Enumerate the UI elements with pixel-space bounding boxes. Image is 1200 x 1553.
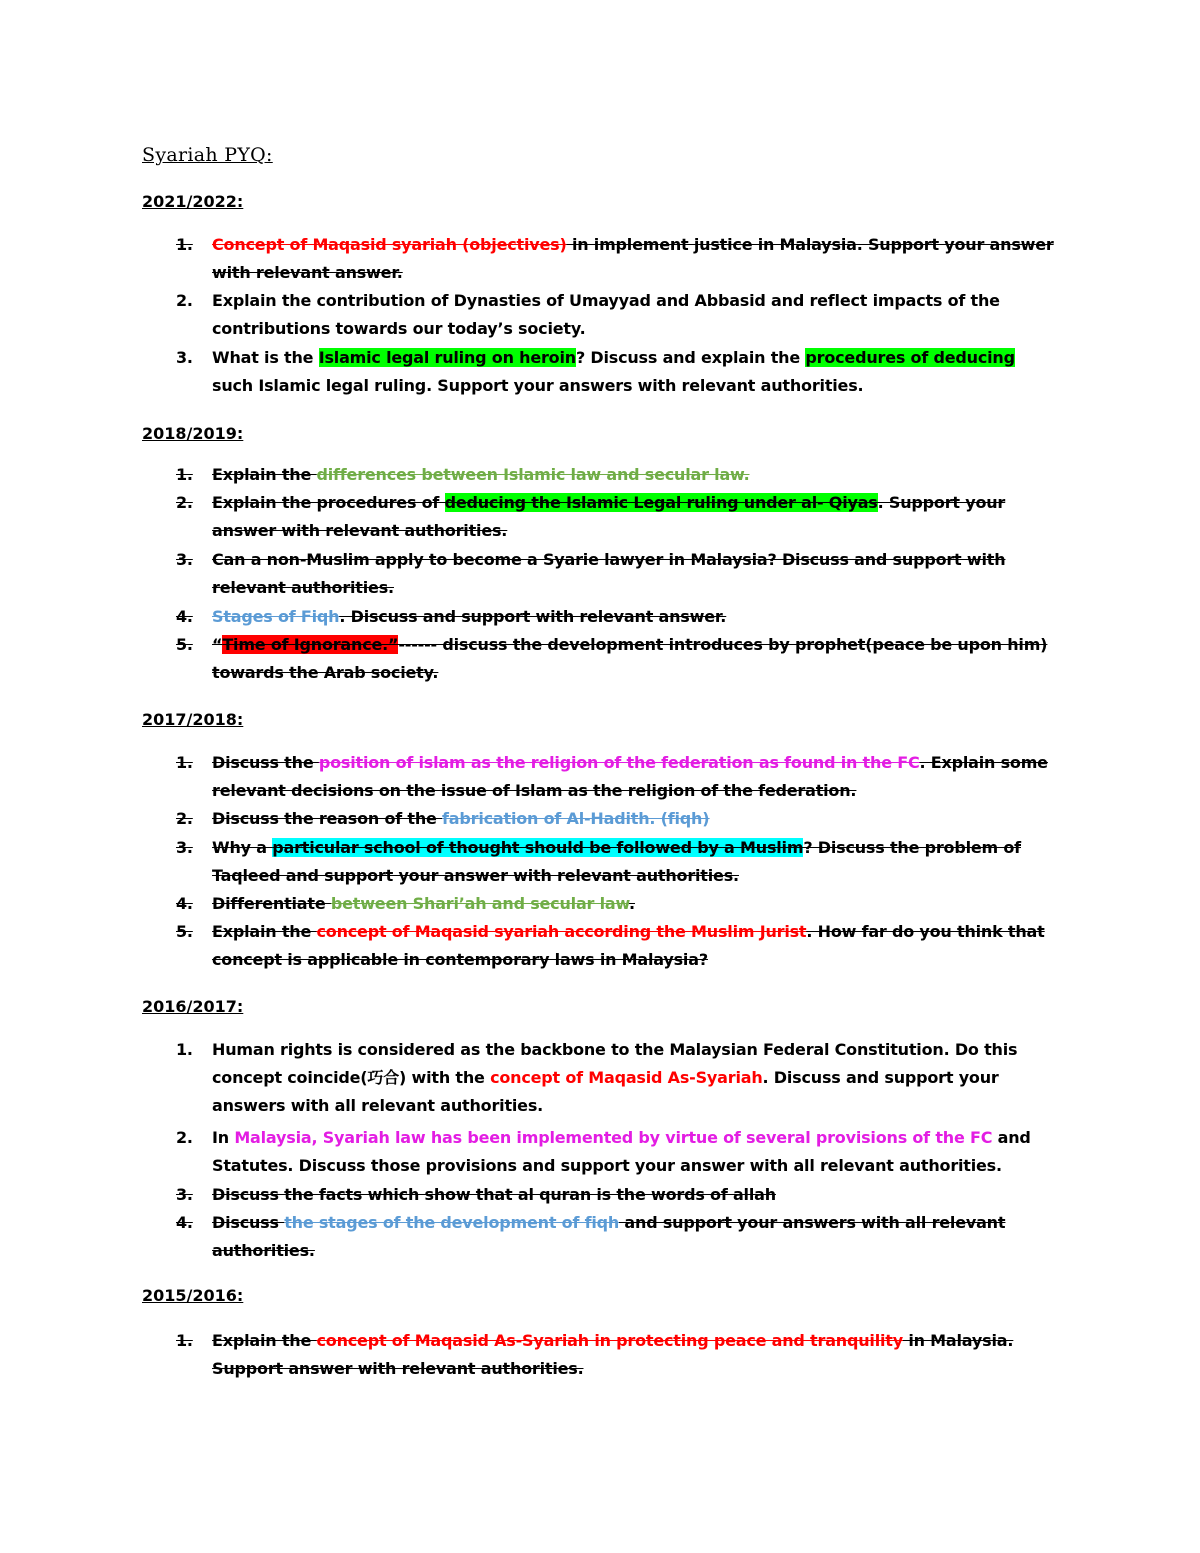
highlighted-topic: concept of Maqasid As-Syariah in protecting peace and tranquility bbox=[316, 1331, 903, 1350]
question-item bbox=[176, 1124, 1056, 1180]
document-title: Syariah PYQ: bbox=[142, 144, 273, 166]
question-item bbox=[176, 1327, 1056, 1383]
question-text-part: . Explain some relevant decisions on the issue of Islam as the religion of the federation. bbox=[212, 753, 1048, 800]
highlighted-topic: Islamic legal ruling on heroin bbox=[318, 348, 576, 367]
question-text bbox=[212, 1327, 1056, 1383]
question-text-part: In bbox=[212, 1128, 235, 1147]
highlighted-topic: differences between Islamic law and secular law. bbox=[316, 465, 750, 484]
question-text-part: ? Discuss and explain the bbox=[575, 348, 806, 367]
question-text-part: . Discuss and support your answers with all relevant authorities. bbox=[212, 1068, 999, 1115]
highlighted-topic: Malaysia, Syariah law has been implemented by virtue of several provisions of the FC bbox=[234, 1128, 993, 1147]
question-number: 1. bbox=[176, 235, 193, 254]
question-text-part: Human rights is considered as the backbone to the Malaysian Federal Constitution. Do this concept coincide( bbox=[212, 1040, 1018, 1087]
question-text-part: 巧合 bbox=[367, 1068, 400, 1087]
highlighted-topic: Stages of Fiqh bbox=[212, 607, 340, 626]
question-text bbox=[212, 461, 1056, 489]
question-text bbox=[212, 344, 1056, 400]
question-item bbox=[176, 603, 1056, 631]
highlighted-topic: particular school of thought should be followed by a Muslim bbox=[272, 838, 804, 857]
question-number: 4. bbox=[176, 894, 193, 913]
question-text bbox=[212, 603, 1056, 631]
question-text bbox=[212, 890, 1056, 918]
question-number: 3. bbox=[176, 838, 193, 857]
question-text-part: Discuss the facts which show that al quran is the words of allah bbox=[212, 1185, 776, 1204]
year-heading: 2018/2019: bbox=[142, 424, 244, 443]
question-item bbox=[176, 1209, 1056, 1265]
question-text bbox=[212, 231, 1056, 287]
highlighted-topic: position of islam as the religion of the federation as found in the FC bbox=[318, 753, 920, 772]
highlighted-topic: concept of Maqasid syariah according the Muslim Jurist bbox=[316, 922, 807, 941]
question-number: 1. bbox=[176, 1040, 193, 1059]
question-number: 5. bbox=[176, 922, 193, 941]
highlighted-topic: deducing the Islamic Legal ruling under al- Qiyas bbox=[444, 493, 878, 512]
highlighted-topic: Concept of Maqasid syariah (objectives) bbox=[212, 235, 567, 254]
question-text-part: . How far do you think that concept is applicable in contemporary laws in Malaysia? bbox=[212, 922, 1045, 969]
question-text-part: . Support your answer with relevant authorities. bbox=[212, 493, 1006, 540]
question-item bbox=[176, 805, 1056, 833]
question-item bbox=[176, 231, 1056, 287]
question-item bbox=[176, 546, 1056, 602]
year-heading: 2021/2022: bbox=[142, 192, 244, 211]
question-text-part: Explain the contribution of Dynasties of Umayyad and Abbasid and reflect impacts of the contributions towards our today’s society. bbox=[212, 291, 1000, 338]
question-text bbox=[212, 546, 1056, 602]
question-text-part: such Islamic legal ruling. Support your answers with relevant authorities. bbox=[212, 376, 864, 395]
question-text-part: Explain the bbox=[212, 1331, 317, 1350]
question-text-part: Discuss the bbox=[212, 753, 319, 772]
question-item bbox=[176, 834, 1056, 890]
question-text-part: . bbox=[629, 894, 635, 913]
question-text-part: Why a bbox=[212, 838, 273, 857]
question-number: 2. bbox=[176, 291, 193, 310]
question-item bbox=[176, 287, 1056, 343]
question-item bbox=[176, 749, 1056, 805]
question-number: 3. bbox=[176, 1185, 193, 1204]
question-number: 5. bbox=[176, 635, 193, 654]
question-number: 2. bbox=[176, 493, 193, 512]
question-text bbox=[212, 805, 1056, 833]
highlighted-topic: the stages of the development of fiqh bbox=[284, 1213, 620, 1232]
question-item bbox=[176, 918, 1056, 974]
question-text bbox=[212, 1036, 1056, 1120]
question-item bbox=[176, 461, 1056, 489]
question-number: 2. bbox=[176, 1128, 193, 1147]
question-text-part: ------ discuss the development introduces by prophet(peace be upon him) towards the Arab society. bbox=[212, 635, 1048, 682]
question-number: 1. bbox=[176, 1331, 193, 1350]
question-number: 3. bbox=[176, 550, 193, 569]
year-heading: 2017/2018: bbox=[142, 710, 244, 729]
question-number: 4. bbox=[176, 1213, 193, 1232]
question-text-part: . Discuss and support with relevant answer. bbox=[339, 607, 727, 626]
question-number: 1. bbox=[176, 465, 193, 484]
question-text-part: Discuss bbox=[212, 1213, 285, 1232]
year-heading: 2016/2017: bbox=[142, 997, 244, 1016]
highlighted-topic: procedures of deducing bbox=[805, 348, 1015, 367]
highlighted-topic: between Shari’ah and secular law bbox=[330, 894, 630, 913]
question-number: 2. bbox=[176, 809, 193, 828]
highlighted-topic: fabrication of Al-Hadith. (fiqh) bbox=[442, 809, 710, 828]
question-item bbox=[176, 631, 1056, 687]
question-text bbox=[212, 1181, 1056, 1209]
highlighted-topic: concept of Maqasid As-Syariah bbox=[490, 1068, 763, 1087]
question-text-part: in implement justice in Malaysia. Support your answer with relevant answer. bbox=[212, 235, 1054, 282]
question-text bbox=[212, 749, 1056, 805]
question-text-part: Explain the bbox=[212, 922, 317, 941]
question-item bbox=[176, 344, 1056, 400]
question-text bbox=[212, 1209, 1056, 1265]
question-text bbox=[212, 1124, 1056, 1180]
question-number: 3. bbox=[176, 348, 193, 367]
question-text bbox=[212, 918, 1056, 974]
question-text-part: “ bbox=[212, 635, 223, 654]
question-text-part: Can a non-Muslim apply to become a Syarie lawyer in Malaysia? Discuss and support with relevant authorities. bbox=[212, 550, 1006, 597]
question-item bbox=[176, 1036, 1056, 1120]
question-text-part: and Statutes. Discuss those provisions and support your answer with all relevant authorities. bbox=[212, 1128, 1031, 1175]
question-text bbox=[212, 631, 1056, 687]
question-text-part: Explain the procedures of bbox=[212, 493, 445, 512]
question-text-part: Explain the bbox=[212, 465, 317, 484]
question-text bbox=[212, 489, 1056, 545]
question-item bbox=[176, 890, 1056, 918]
question-text-part: What is the bbox=[212, 348, 319, 367]
question-item bbox=[176, 489, 1056, 545]
question-text-part: and support your answers with all relevant authorities. bbox=[212, 1213, 1006, 1260]
question-text-part: ? Discuss the problem of Taqleed and support your answer with relevant authorities. bbox=[212, 838, 1021, 885]
question-item bbox=[176, 1181, 1056, 1209]
question-text-part: ) with the bbox=[399, 1068, 491, 1087]
question-text-part: Differentiate bbox=[212, 894, 331, 913]
question-text bbox=[212, 287, 1056, 343]
question-text-part: in Malaysia. Support answer with relevant authorities. bbox=[212, 1331, 1014, 1378]
question-text bbox=[212, 834, 1056, 890]
year-heading: 2015/2016: bbox=[142, 1286, 244, 1305]
highlighted-topic: Time of Ignorance.” bbox=[222, 635, 399, 654]
question-number: 4. bbox=[176, 607, 193, 626]
question-text-part: Discuss the reason of the bbox=[212, 809, 443, 828]
question-number: 1. bbox=[176, 753, 193, 772]
